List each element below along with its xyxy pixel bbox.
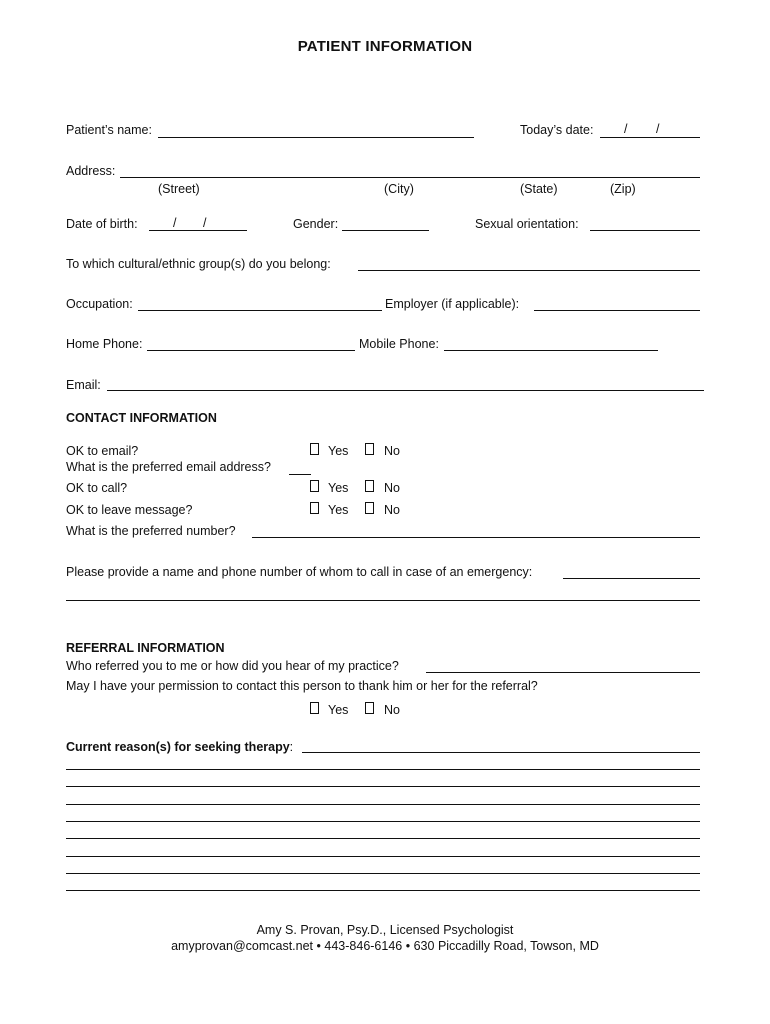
gender-field[interactable] (342, 230, 429, 231)
employer-label: Employer (if applicable): (385, 297, 520, 311)
footer-separator: • (316, 939, 321, 953)
preferred-number-label: What is the preferred number? (66, 524, 236, 538)
ok-to-leave-message-no-label: No (384, 503, 400, 517)
gender-label: Gender: (293, 217, 339, 231)
dob-field[interactable] (149, 230, 247, 231)
mobile-phone-field[interactable] (444, 350, 658, 351)
address-label: Address: (66, 164, 116, 178)
reasons-line[interactable] (66, 786, 700, 787)
ok-to-leave-message-label: OK to leave message? (66, 503, 193, 517)
address-city-label: (City) (384, 182, 414, 196)
who-referred-field[interactable] (426, 672, 700, 673)
todays-date-field[interactable] (600, 137, 700, 138)
emergency-contact-label: Please provide a name and phone number of whom to call in case of an emergency: (66, 565, 533, 579)
contact-information-header: CONTACT INFORMATION (66, 411, 217, 425)
ok-to-email-yes-label: Yes (328, 444, 349, 458)
employer-field[interactable] (534, 310, 700, 311)
cultural-group-label: To which cultural/ethnic group(s) do you belong: (66, 257, 331, 271)
preferred-email-label: What is the preferred email address? (66, 460, 271, 474)
ok-to-call-label: OK to call? (66, 481, 128, 495)
ok-to-leave-message-yes-label: Yes (328, 503, 349, 517)
address-zip-label: (Zip) (610, 182, 636, 196)
reasons-for-therapy-label-text: Current reason(s) for seeking therapy (66, 740, 290, 754)
home-phone-field[interactable] (147, 350, 355, 351)
email-field[interactable] (107, 390, 704, 391)
sexual-orientation-field[interactable] (590, 230, 700, 231)
reasons-line[interactable] (66, 890, 700, 891)
referral-permission-yes-checkbox[interactable] (310, 702, 319, 714)
address-state-label: (State) (520, 182, 558, 196)
patient-name-field[interactable] (158, 137, 474, 138)
emergency-contact-field[interactable] (563, 578, 700, 579)
ok-to-call-yes-label: Yes (328, 481, 349, 495)
referral-permission-yes-label: Yes (328, 703, 349, 717)
reasons-for-therapy-label (66, 740, 293, 755)
address-field[interactable] (120, 177, 700, 178)
cultural-group-field[interactable] (358, 270, 700, 271)
footer-name: Amy S. Provan, Psy.D., Licensed Psychologist (256, 923, 514, 937)
reasons-line[interactable] (66, 804, 700, 805)
email-label: Email: (66, 378, 101, 392)
reasons-colon: : (289, 740, 294, 754)
referral-permission-no-checkbox[interactable] (365, 702, 374, 714)
ok-to-email-no-checkbox[interactable] (365, 443, 374, 455)
occupation-field[interactable] (138, 310, 382, 311)
preferred-number-field[interactable] (252, 537, 700, 538)
reasons-line[interactable] (66, 873, 700, 874)
referral-permission-label: May I have your permission to contact this person to thank him or her for the referral? (66, 679, 538, 693)
dob-slash: / (203, 216, 207, 230)
dob-label: Date of birth: (66, 217, 138, 231)
reasons-line[interactable] (66, 769, 700, 770)
footer-address: 630 Piccadilly Road, Towson, MD (413, 939, 599, 953)
date-slash: / (656, 122, 660, 136)
footer-email: amyprovan@comcast.net (171, 939, 314, 953)
reasons-line[interactable] (66, 856, 700, 857)
preferred-email-field[interactable] (289, 474, 311, 475)
ok-to-email-label: OK to email? (66, 444, 139, 458)
reasons-for-therapy-field[interactable] (302, 752, 700, 753)
reasons-line[interactable] (66, 821, 700, 822)
footer-phone: 443-846-6146 (324, 939, 403, 953)
ok-to-leave-message-yes-checkbox[interactable] (310, 502, 319, 514)
occupation-label: Occupation: (66, 297, 133, 311)
todays-date-label: Today’s date: (520, 123, 594, 137)
mobile-phone-label: Mobile Phone: (359, 337, 439, 351)
ok-to-call-no-checkbox[interactable] (365, 480, 374, 492)
ok-to-call-no-label: No (384, 481, 400, 495)
ok-to-leave-message-no-checkbox[interactable] (365, 502, 374, 514)
referral-information-header: REFERRAL INFORMATION (66, 641, 225, 655)
emergency-contact-field-line-2[interactable] (66, 600, 700, 601)
footer-contact (0, 939, 770, 953)
referral-permission-no-label: No (384, 703, 400, 717)
who-referred-label: Who referred you to me or how did you hear of my practice? (66, 659, 399, 673)
patient-name-label: Patient’s name: (66, 123, 152, 137)
date-slash: / (624, 122, 628, 136)
ok-to-email-no-label: No (384, 444, 400, 458)
page-title: PATIENT INFORMATION (297, 38, 473, 55)
ok-to-email-yes-checkbox[interactable] (310, 443, 319, 455)
home-phone-label: Home Phone: (66, 337, 143, 351)
footer-separator: • (405, 939, 411, 953)
address-street-label: (Street) (158, 182, 200, 196)
dob-slash: / (173, 216, 177, 230)
ok-to-call-yes-checkbox[interactable] (310, 480, 319, 492)
sexual-orientation-label: Sexual orientation: (475, 217, 579, 231)
reasons-line[interactable] (66, 838, 700, 839)
